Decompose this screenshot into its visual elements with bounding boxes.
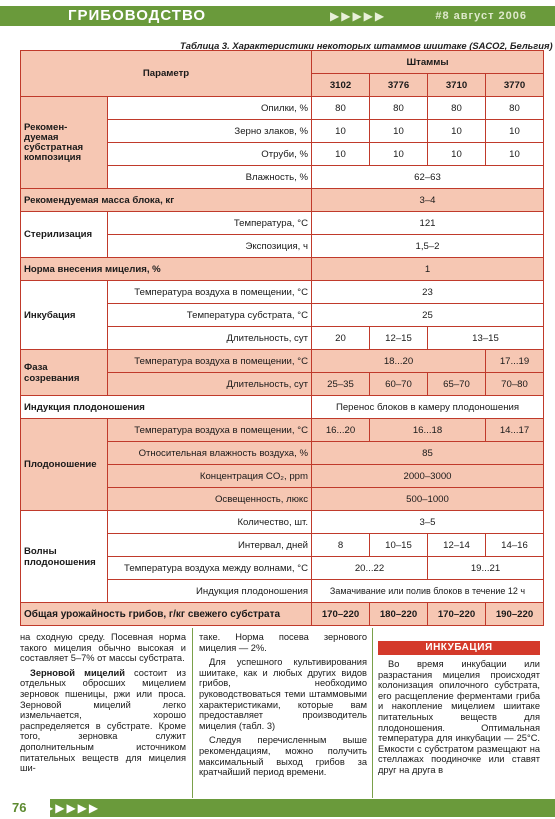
table-cell: 12–14 xyxy=(428,534,486,557)
header-arrows: ▶▶▶▶▶ xyxy=(330,9,387,23)
footer-arrows: ▶▶▶▶▶ xyxy=(44,801,101,815)
table-caption: Таблица 3. Характеристики некоторых штаммов шиитаке (SACO2, Бельгия) xyxy=(180,40,553,51)
table-cell: 1 xyxy=(312,258,544,281)
group-maturation: Фаза созревания xyxy=(21,350,108,396)
row-label: Освещенность, люкс xyxy=(108,488,312,511)
table-cell: 13–15 xyxy=(428,327,544,350)
paragraph: Для успешного культивирования шиитаке, как и любых других видов грибов, необходимо руководствоваться теми штаммовыми характеристиками, которые вам предоставляет производитель мицелия (табл. 3) xyxy=(199,657,367,731)
group-incubation: Инкубация xyxy=(21,281,108,350)
group-substrate: Рекомен- дуемая субстратная композиция xyxy=(21,97,108,189)
paragraph: Следуя перечисленным выше рекомендациям, можно получить максимальный выход грибов за кратчайший период времени. xyxy=(199,735,367,778)
strain-header: 3710 xyxy=(428,74,486,97)
row-label: Влажность, % xyxy=(108,166,312,189)
incubation-heading: ИНКУБАЦИЯ xyxy=(378,641,540,655)
table-cell: 80 xyxy=(428,97,486,120)
table-cell: 10 xyxy=(370,120,428,143)
table-cell: 23 xyxy=(312,281,544,304)
issue-label: #8 август 2006 xyxy=(435,10,527,22)
table-cell: 14–16 xyxy=(486,534,544,557)
paragraph: Во время инкубации или разрастания мицелия происходят колонизация опилочного субстрата, его расщепление ферментами гриба и накопление мицелием шиитаке питательных веществ для плодоношения. Оптимальная температура для инкубации — 25°С. Емкости с субстратом размещают на стеллажах поодиночке или ставят друг на друга в xyxy=(378,659,540,775)
table-cell: 10 xyxy=(486,120,544,143)
table-cell: 10 xyxy=(486,143,544,166)
table-cell: 170–220 xyxy=(312,603,370,626)
row-label: Экспозиция, ч xyxy=(108,235,312,258)
row-label: Опилки, % xyxy=(108,97,312,120)
table-cell: 16...18 xyxy=(370,419,486,442)
table-cell: 500–1000 xyxy=(312,488,544,511)
paragraph: таке. Норма посева зернового мицелия — 2%. xyxy=(199,632,367,653)
text-column-2 xyxy=(199,632,367,782)
table-cell: 12–15 xyxy=(370,327,428,350)
table-cell: 10 xyxy=(312,143,370,166)
row-label: Температура воздуха между волнами, °С xyxy=(108,557,312,580)
table-cell: 2000–3000 xyxy=(312,465,544,488)
table-cell: 16...20 xyxy=(312,419,370,442)
paragraph-text: состоит из отдельных обросших мицелием зерновок пшеницы, ржи или проса. Зерновой мицелий легко измельчается, хорошо распределяется в субстрате. Кроме того, зерновка служит дополнительным источником питательных веществ для мицелия ши- xyxy=(20,667,186,774)
row-label: Температура воздуха в помещении, °С xyxy=(108,350,312,373)
row-label: Относительная влажность воздуха, % xyxy=(108,442,312,465)
table-cell: 70–80 xyxy=(486,373,544,396)
row-label: Зерно злаков, % xyxy=(108,120,312,143)
row-label: Индукция плодоношения xyxy=(108,580,312,603)
column-divider xyxy=(372,628,373,798)
row-label: Отруби, % xyxy=(108,143,312,166)
table-cell: 121 xyxy=(312,212,544,235)
group-waves: Волны плодоношения xyxy=(21,511,108,603)
table-cell: 20...22 xyxy=(312,557,428,580)
row-label: Интервал, дней xyxy=(108,534,312,557)
table-cell: 60–70 xyxy=(370,373,428,396)
table-cell: 14...17 xyxy=(486,419,544,442)
table-cell: 3–5 xyxy=(312,511,544,534)
group-sterilization: Стерилизация xyxy=(21,212,108,258)
text-column-3 xyxy=(378,659,540,780)
table-cell: 85 xyxy=(312,442,544,465)
table-cell: 80 xyxy=(312,97,370,120)
page-footer xyxy=(0,797,555,819)
page-number: 76 xyxy=(0,799,50,817)
table-cell: 62–63 xyxy=(312,166,544,189)
strain-header: 3776 xyxy=(370,74,428,97)
table-cell: 8 xyxy=(312,534,370,557)
table-cell: 3–4 xyxy=(312,189,544,212)
table-cell: Замачивание или полив блоков в течение 12 ч xyxy=(312,580,544,603)
table-cell: 65–70 xyxy=(428,373,486,396)
row-label: Рекомендуемая масса блока, кг xyxy=(21,189,312,212)
paragraph xyxy=(20,668,186,774)
row-label: Длительность, сут xyxy=(108,327,312,350)
column-divider xyxy=(192,628,193,798)
row-label: Длительность, сут xyxy=(108,373,312,396)
row-label: Температура воздуха в помещении, °С xyxy=(108,419,312,442)
table-cell: 190–220 xyxy=(486,603,544,626)
row-label: Количество, шт. xyxy=(108,511,312,534)
table-cell: 25 xyxy=(312,304,544,327)
table-cell: 25–35 xyxy=(312,373,370,396)
table-cell: 20 xyxy=(312,327,370,350)
row-label: Норма внесения мицелия, % xyxy=(21,258,312,281)
paragraph: на сходную среду. Посевная норма такого мицелия обычно высокая и составляет 5–7% от массы субстрата. xyxy=(20,632,186,664)
group-fruiting: Плодоношение xyxy=(21,419,108,511)
table-cell: 10 xyxy=(428,143,486,166)
row-label: Температура воздуха в помещении, °С xyxy=(108,281,312,304)
row-label: Индукция плодоношения xyxy=(21,396,312,419)
header-parameter: Параметр xyxy=(21,51,312,97)
table-cell: 180–220 xyxy=(370,603,428,626)
header-strains: Штаммы xyxy=(312,51,544,74)
row-label: Общая урожайность грибов, г/кг свежего субстрата xyxy=(21,603,312,626)
row-label: Температура субстрата, °С xyxy=(108,304,312,327)
table-cell: 80 xyxy=(370,97,428,120)
table-cell: 18...20 xyxy=(312,350,486,373)
strain-header: 3102 xyxy=(312,74,370,97)
row-label: Температура, °С xyxy=(108,212,312,235)
table-cell: 80 xyxy=(486,97,544,120)
table-cell: 10–15 xyxy=(370,534,428,557)
table-cell: 19...21 xyxy=(428,557,544,580)
strain-header: 3770 xyxy=(486,74,544,97)
table-cell: 1,5–2 xyxy=(312,235,544,258)
term-grain-spawn: Зерновой мицелий xyxy=(30,667,125,678)
page-header xyxy=(0,0,555,30)
table-cell: 170–220 xyxy=(428,603,486,626)
strains-table xyxy=(20,50,544,626)
table-cell: 10 xyxy=(428,120,486,143)
table-cell: 17...19 xyxy=(486,350,544,373)
row-label: Концентрация CO₂, ppm xyxy=(108,465,312,488)
section-title: ГРИБОВОДСТВО xyxy=(68,7,207,24)
table-cell: 10 xyxy=(370,143,428,166)
table-cell: Перенос блоков в камеру плодоношения xyxy=(312,396,544,419)
text-column-1 xyxy=(20,632,186,778)
table-cell: 10 xyxy=(312,120,370,143)
